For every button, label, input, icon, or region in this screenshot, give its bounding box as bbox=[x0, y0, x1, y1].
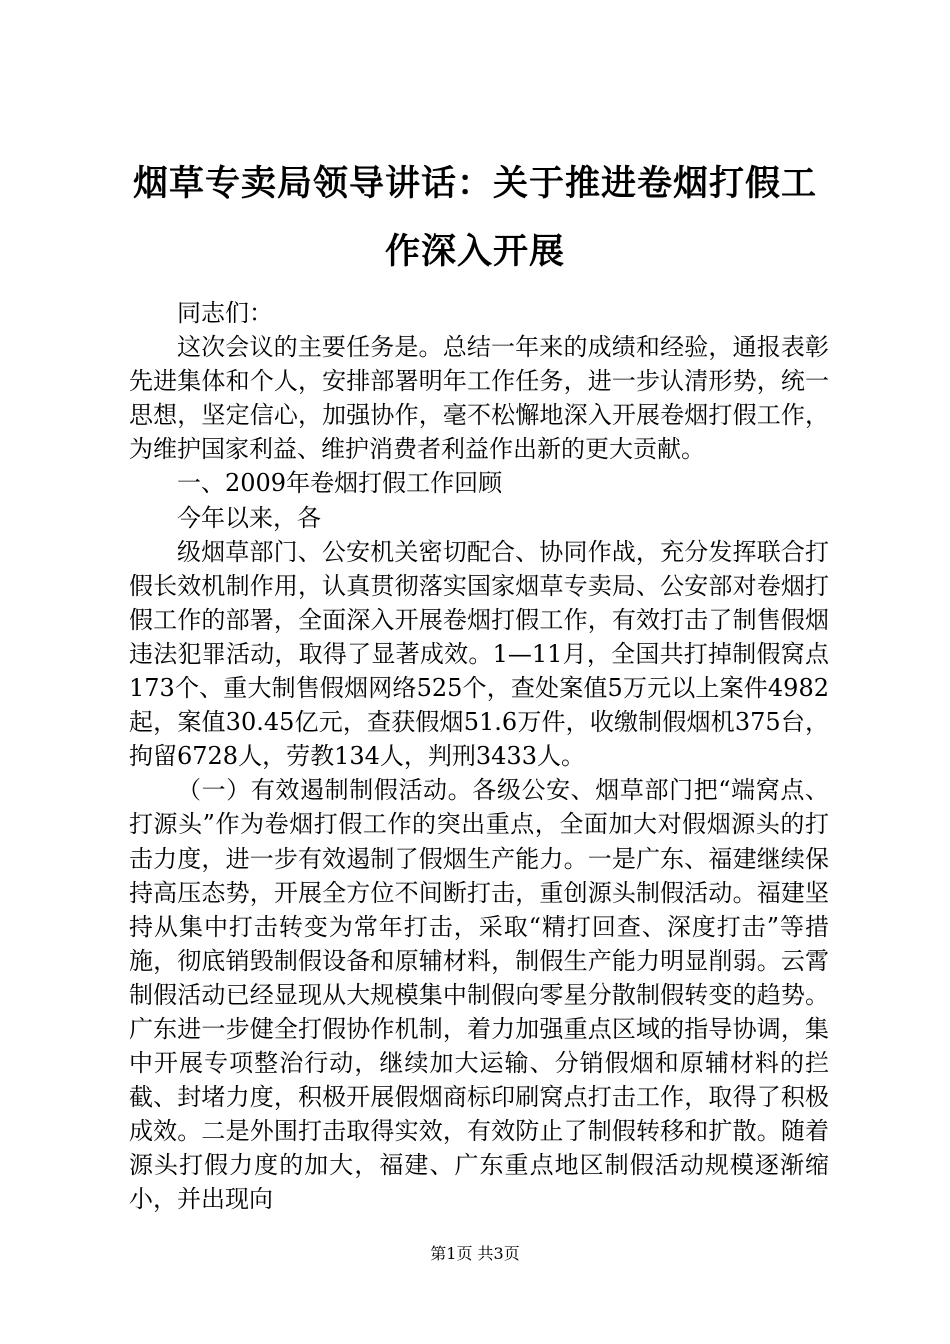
paragraph-review: 级烟草部门、公安机关密切配合、协同作战，充分发挥联合打假长效机制作用，认真贯彻落实国家烟草专卖局、公安部对卷烟打假工作的部署，全面深入开展卷烟打假工作，有效打击了制售假烟违法犯罪活动，取得了显著成效。1—11月，全国共打掉制假窝点173个、重大制售假烟网络525个，查处案值5万元以上案件4982起，案值30.45亿元，查获假烟51.6万件，收缴制假烟机375台，拘留6728人，劳教134人，判刑3433人。 bbox=[129, 537, 829, 771]
document-body bbox=[129, 296, 829, 1217]
section-heading: 一、2009年卷烟打假工作回顾 bbox=[177, 469, 503, 498]
paragraph-intro: 这次会议的主要任务是。总结一年来的成绩和经验，通报表彰先进集体和个人，安排部署明年工作任务，进一步认清形势，统一思想，坚定信心，加强协作，毫不松懈地深入开展卷烟打假工作，为维护国家利益、维护消费者利益作出新的更大贡献。 bbox=[129, 333, 829, 464]
paragraph-fragment: 今年以来，各 bbox=[177, 503, 321, 532]
paragraph-subsection-one: （一）有效遏制制假活动。各级公安、烟草部门把“端窝点、打源头”作为卷烟打假工作的突出重点，全面加大对假烟源头的打击力度，进一步有效遏制了假烟生产能力。一是广东、福建继续保持高压态势，开展全方位不间断打击，重创源头制假活动。福建坚持从集中打击转变为常年打击，采取“精打回查、深度打击”等措施，彻底销毁制假设备和原辅材料，制假生产能力明显削弱。云霄制假活动已经显现从大规模集中制假向零星分散制假转变的趋势。广东进一步健全打假协作机制，着力加强重点区域的指导协调，集中开展专项整治行动，继续加大运输、分销假烟和原辅材料的拦截、封堵力度，积极开展假烟商标印刷窝点打击工作，取得了积极成效。二是外围打击取得实效，有效防止了制假转移和扩散。随着源头打假力度的加大，福建、广东重点地区制假活动规模逐渐缩小，并出现向 bbox=[129, 776, 829, 1214]
page-footer: 第1页 共3页 bbox=[430, 1244, 520, 1263]
salutation: 同志们： bbox=[177, 299, 273, 327]
document-title: 烟草专卖局领导讲话：关于推进卷烟打假工作深入开展 bbox=[132, 164, 817, 272]
